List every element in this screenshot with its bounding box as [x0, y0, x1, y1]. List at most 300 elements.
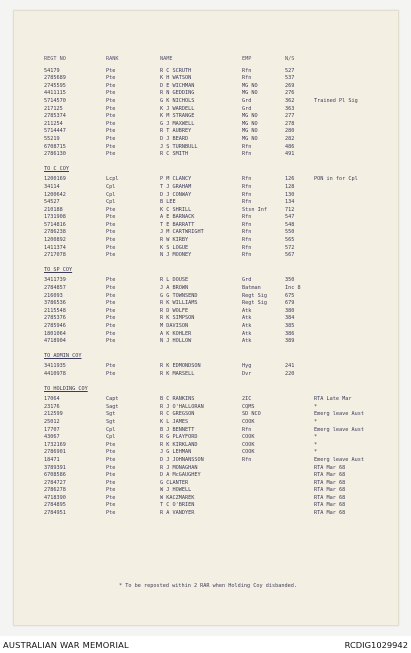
table-row — [28, 151, 390, 159]
cell-rank: Pte — [106, 214, 116, 221]
cell-rank: Pte — [106, 315, 116, 322]
cell-remarks: Emerg leave Aust — [314, 426, 364, 433]
table-row — [28, 75, 390, 83]
cell-ns: 385 — [285, 323, 295, 329]
cell-name: R W KIRBY — [160, 237, 189, 244]
cell-emp: MG NO — [242, 135, 258, 142]
cell-name: D E WICHMAN — [160, 82, 195, 89]
cell-regt-no: 1200892 — [44, 237, 66, 244]
cell-name: T C O'BRIEN — [160, 502, 195, 509]
cell-regt-no: 2717078 — [44, 252, 66, 259]
cell-name: R J O'HALLORAN — [160, 403, 204, 410]
cell-rank: Pte — [106, 456, 116, 463]
cell-name: N J MOONEY — [160, 252, 192, 259]
cell-name: W KACZMAREK — [160, 494, 195, 501]
cell-remarks: RTA Mar 68 — [314, 487, 346, 494]
cell-emp: 2IC — [242, 396, 252, 403]
cell-ns: 126 — [285, 176, 295, 183]
table-row — [28, 113, 390, 121]
cell-regt-no: 2785374 — [44, 113, 66, 120]
table-row — [28, 331, 390, 339]
table-row — [28, 245, 390, 253]
header-name: NAME — [160, 56, 173, 62]
sections-container — [28, 68, 390, 518]
cell-name: D A McGAUGHEY — [160, 472, 201, 479]
cell-regt-no: 18471 — [44, 456, 60, 463]
cell-emp: Rfn — [242, 252, 252, 259]
cell-name: P M CLANCY — [160, 176, 192, 183]
cell-regt-no: 216093 — [44, 292, 63, 299]
cell-emp: COOK — [242, 441, 255, 448]
cell-name: D J CONWAY — [160, 191, 192, 198]
table-row — [28, 480, 390, 488]
table-row — [28, 495, 390, 503]
table-row — [28, 90, 390, 98]
cell-rank: Sgt — [106, 411, 116, 418]
cell-name: G J MAXWELL — [160, 120, 195, 127]
cell-emp: Atk — [242, 338, 252, 345]
table-row — [28, 449, 390, 457]
cell-regt-no: 2785689 — [44, 75, 66, 82]
cell-rank: Sagt — [106, 403, 119, 410]
cell-remarks: * — [314, 449, 318, 456]
cell-regt-no: 6708586 — [44, 472, 66, 479]
cell-name: K S LOGUE — [160, 244, 189, 251]
cell-rank: Pte — [106, 472, 116, 479]
cell-ns: Inc 8 — [285, 285, 301, 292]
cell-regt-no: 55219 — [44, 135, 60, 142]
cell-regt-no: 210188 — [44, 206, 63, 213]
cell-emp: Rfn — [242, 183, 252, 190]
cell-emp: Batman — [242, 285, 261, 292]
table-row — [28, 222, 390, 230]
cell-regt-no: 1200169 — [44, 176, 66, 183]
cell-rank: Pte — [106, 97, 116, 104]
cell-rank: Pte — [106, 441, 116, 448]
cell-emp: MG NO — [242, 120, 258, 127]
cell-name: B LEE — [160, 199, 176, 206]
cell-regt-no: 43067 — [44, 434, 60, 441]
cell-name: T J GRAHAM — [160, 183, 192, 190]
cell-rank: Pte — [106, 151, 116, 158]
cell-regt-no: 3411935 — [44, 363, 66, 370]
cell-regt-no: 2784857 — [44, 285, 66, 292]
cell-regt-no: 54527 — [44, 199, 60, 206]
cell-emp: Regt Sig — [242, 292, 267, 299]
cell-ns: 380 — [285, 307, 295, 314]
cell-emp: CQMS — [242, 403, 255, 410]
cell-name: N J HOLLOW — [160, 338, 192, 345]
cell-rank: Pte — [106, 510, 116, 517]
cell-regt-no: 212599 — [44, 411, 63, 418]
roll-section — [28, 68, 390, 159]
cell-rank: Pte — [106, 143, 116, 150]
cell-emp: Atk — [242, 330, 252, 337]
cell-rank: Pte — [106, 206, 116, 213]
cell-regt-no: 2785946 — [44, 323, 66, 329]
header-rank: RANK — [106, 56, 119, 62]
table-row — [28, 308, 390, 316]
cell-rank: Pte — [106, 252, 116, 259]
cell-name: R C SMITH — [160, 151, 189, 158]
cell-rank: Pte — [106, 75, 116, 82]
cell-regt-no: 3411739 — [44, 277, 66, 284]
cell-rank: Lcpl — [106, 176, 119, 183]
cell-rank: Pte — [106, 323, 116, 329]
cell-rank: Pte — [106, 292, 116, 299]
section-title: TO SP COY — [44, 266, 73, 273]
cell-rank: Pte — [106, 135, 116, 142]
cell-rank: Pte — [106, 307, 116, 314]
cell-regt-no: 5714816 — [44, 221, 66, 228]
section-title: TO ADMIN COY — [44, 352, 82, 359]
table-row — [28, 136, 390, 144]
table-row — [28, 176, 390, 184]
cell-regt-no: 1411374 — [44, 244, 66, 251]
cell-regt-no: 2784895 — [44, 502, 66, 509]
table-row — [28, 472, 390, 480]
table-row — [28, 300, 390, 308]
table-row — [28, 323, 390, 331]
table-row — [28, 106, 390, 114]
cell-regt-no: 2786278 — [44, 487, 66, 494]
cell-remarks: Emerg leave Aust — [314, 456, 364, 463]
cell-regt-no: 2785376 — [44, 315, 66, 322]
cell-name: A K KOHLER — [160, 330, 192, 337]
cell-name: R T AUBREY — [160, 128, 192, 135]
cell-name: K C SHRILL — [160, 206, 192, 213]
table-row — [28, 442, 390, 450]
cell-remarks: RTA Mar 68 — [314, 494, 346, 501]
cell-emp: Regt Sig — [242, 300, 267, 307]
cell-name: R D WOLFE — [160, 307, 189, 314]
table-row — [28, 237, 390, 245]
cell-rank: Pte — [106, 237, 116, 244]
cell-emp: Rfn — [242, 176, 252, 183]
cell-ns: 278 — [285, 120, 295, 127]
cell-name: T E BARRATT — [160, 221, 195, 228]
cell-name: G K NICHOLS — [160, 97, 195, 104]
cell-remarks: RTA Mar 68 — [314, 502, 346, 509]
cell-regt-no: 4410978 — [44, 370, 66, 377]
cell-name: G G TOWNSEND — [160, 292, 198, 299]
header-ns: N/S — [285, 56, 295, 62]
cell-ns: 548 — [285, 221, 295, 228]
cell-emp: Rfn — [242, 214, 252, 221]
cell-name: J G LEHMAN — [160, 449, 192, 456]
cell-regt-no: 4718904 — [44, 338, 66, 345]
table-row — [28, 363, 390, 371]
cell-emp: Rfn — [242, 237, 252, 244]
cell-ns: 565 — [285, 237, 295, 244]
column-header-row — [28, 56, 390, 64]
table-row — [28, 68, 390, 76]
cell-rank: Pte — [106, 105, 116, 112]
table-row — [28, 192, 390, 200]
cell-rank: Pte — [106, 494, 116, 501]
cell-rank: Pte — [106, 363, 116, 370]
table-row — [28, 396, 390, 404]
cell-ns: 389 — [285, 338, 295, 345]
table-row — [28, 214, 390, 222]
cell-rank: Pte — [106, 244, 116, 251]
cell-name: D J JOHNANSSON — [160, 456, 204, 463]
cell-ns: 128 — [285, 183, 295, 190]
footnote: * To be reposted within 2 RAR when Holding Coy disbanded. — [118, 583, 298, 589]
cell-remarks: RTA Late Mar — [314, 396, 352, 403]
cell-emp: Rfn — [242, 426, 252, 433]
cell-emp: Rfn — [242, 75, 252, 82]
cell-emp: Rfn — [242, 244, 252, 251]
cell-name: J A BROWN — [160, 285, 189, 292]
cell-rank: Pte — [106, 330, 116, 337]
cell-emp: MG NO — [242, 90, 258, 97]
cell-rank: Pte — [106, 502, 116, 509]
header-regt-no: REGT NO — [44, 56, 66, 62]
cell-rank: Pte — [106, 487, 116, 494]
footer-institution: AUSTRALIAN WAR MEMORIAL — [3, 640, 129, 650]
cell-remarks: * — [314, 434, 318, 441]
cell-remarks: RTA Mar 68 — [314, 510, 346, 517]
table-row — [28, 184, 390, 192]
cell-name: R G PLAYFORD — [160, 434, 198, 441]
cell-emp: Rfn — [242, 151, 252, 158]
footer-record-id: RCDIG1029942 — [344, 640, 408, 650]
cell-emp: Rfn — [242, 143, 252, 150]
archive-footer — [0, 636, 411, 653]
cell-ns: 527 — [285, 67, 295, 74]
cell-name: R K WILLIAMS — [160, 300, 198, 307]
cell-rank: Cpl — [106, 183, 116, 190]
cell-regt-no: 2786238 — [44, 229, 66, 236]
cell-regt-no: 2784727 — [44, 479, 66, 486]
table-row — [28, 252, 390, 260]
cell-regt-no: 4411115 — [44, 90, 66, 97]
cell-name: K L JAMES — [160, 418, 189, 425]
cell-rank: Cpl — [106, 199, 116, 206]
cell-ns: 675 — [285, 292, 295, 299]
cell-regt-no: 211254 — [44, 120, 63, 127]
table-row — [28, 277, 390, 285]
cell-name: K J WARDELL — [160, 105, 195, 112]
cell-name: R K KIRKLAND — [160, 441, 198, 448]
cell-ns: 491 — [285, 151, 295, 158]
cell-emp: COOK — [242, 418, 255, 425]
table-row — [28, 121, 390, 129]
cell-name: W J HOWELL — [160, 487, 192, 494]
cell-emp: Rfn — [242, 229, 252, 236]
cell-name: B J BENNETT — [160, 426, 195, 433]
table-row — [28, 338, 390, 346]
nominal-roll — [28, 56, 390, 518]
cell-remarks: RTA Mar 68 — [314, 472, 346, 479]
table-row — [28, 315, 390, 323]
cell-rank: Pte — [106, 338, 116, 345]
cell-emp: Grd — [242, 97, 252, 104]
cell-emp: Atk — [242, 315, 252, 322]
cell-regt-no: 2786130 — [44, 151, 66, 158]
cell-emp: Grd — [242, 277, 252, 284]
cell-rank: Pte — [106, 277, 116, 284]
cell-regt-no: 3786536 — [44, 300, 66, 307]
cell-emp: Rfn — [242, 221, 252, 228]
table-row — [28, 457, 390, 465]
roll-section — [28, 353, 390, 379]
cell-emp: Atk — [242, 307, 252, 314]
cell-ns: 537 — [285, 75, 295, 82]
cell-name: R K SIMPSON — [160, 315, 195, 322]
cell-remarks: * — [314, 418, 318, 425]
cell-regt-no: 2784951 — [44, 510, 66, 517]
table-row — [28, 427, 390, 435]
cell-emp: Grd — [242, 105, 252, 112]
cell-regt-no: 34114 — [44, 183, 60, 190]
roll-section — [28, 267, 390, 346]
cell-rank: Pte — [106, 229, 116, 236]
table-row — [28, 98, 390, 106]
cell-regt-no: 6708715 — [44, 143, 66, 150]
cell-ns: 282 — [285, 135, 295, 142]
table-row — [28, 434, 390, 442]
table-row — [28, 199, 390, 207]
cell-regt-no: 17064 — [44, 396, 60, 403]
cell-ns: 679 — [285, 300, 295, 307]
cell-remarks: * — [314, 441, 318, 448]
cell-regt-no: 4718390 — [44, 494, 66, 501]
table-row — [28, 371, 390, 379]
cell-rank: Pte — [106, 113, 116, 120]
cell-emp: COOK — [242, 434, 255, 441]
cell-ns: 276 — [285, 90, 295, 97]
cell-ns: 277 — [285, 113, 295, 120]
cell-ns: 130 — [285, 191, 295, 198]
cell-remarks: PON in for Cpl — [314, 176, 358, 183]
cell-rank: Pte — [106, 285, 116, 292]
table-row — [28, 83, 390, 91]
cell-rank: Sgt — [106, 418, 116, 425]
table-row — [28, 411, 390, 419]
cell-name: R L DOUSE — [160, 277, 189, 284]
cell-regt-no: 23176 — [44, 403, 60, 410]
cell-name: R C GREGSON — [160, 411, 195, 418]
cell-ns: 220 — [285, 370, 295, 377]
cell-regt-no: 2745595 — [44, 82, 66, 89]
cell-ns: 350 — [285, 277, 295, 284]
cell-name: A E BARNACK — [160, 214, 195, 221]
cell-regt-no: 1731908 — [44, 214, 66, 221]
cell-regt-no: 5714570 — [44, 97, 66, 104]
cell-rank: Cpl — [106, 426, 116, 433]
cell-ns: 384 — [285, 315, 295, 322]
cell-regt-no: 217125 — [44, 105, 63, 112]
section-title: TO C COY — [44, 165, 69, 172]
cell-remarks: Emerg leave Aust — [314, 411, 364, 418]
cell-ns: 567 — [285, 252, 295, 259]
header-emp: EMP — [242, 56, 252, 62]
cell-remarks: RTA Mar 68 — [314, 479, 346, 486]
table-row — [28, 144, 390, 152]
cell-regt-no: 17707 — [44, 426, 60, 433]
cell-name: R K MARSELL — [160, 370, 195, 377]
cell-ns: 241 — [285, 363, 295, 370]
cell-name: R J MONAGHAN — [160, 464, 198, 471]
roll-section — [28, 166, 390, 260]
cell-ns: 362 — [285, 97, 295, 104]
cell-emp: MG NO — [242, 128, 258, 135]
table-row — [28, 487, 390, 495]
cell-rank: Pte — [106, 120, 116, 127]
cell-emp: MG NO — [242, 82, 258, 89]
cell-rank: Pte — [106, 82, 116, 89]
cell-name: D J BEARD — [160, 135, 189, 142]
cell-emp: Dvr — [242, 370, 252, 377]
table-row — [28, 465, 390, 473]
cell-ns: 386 — [285, 330, 295, 337]
cell-emp: COOK — [242, 449, 255, 456]
cell-name: J M CARTWRIGHT — [160, 229, 204, 236]
cell-name: J S TURNBULL — [160, 143, 198, 150]
section-title: TO HOLDING COY — [44, 385, 88, 392]
cell-ns: 572 — [285, 244, 295, 251]
cell-rank: Cpl — [106, 434, 116, 441]
cell-ns: 134 — [285, 199, 295, 206]
cell-name: R A VANDYER — [160, 510, 195, 517]
document-page — [13, 10, 399, 626]
table-row — [28, 128, 390, 136]
cell-emp: Rfn — [242, 199, 252, 206]
cell-regt-no: 2115548 — [44, 307, 66, 314]
roll-section — [28, 386, 390, 518]
cell-rank: Pte — [106, 464, 116, 471]
cell-regt-no: 1732169 — [44, 441, 66, 448]
cell-ns: 486 — [285, 143, 295, 150]
table-row — [28, 510, 390, 518]
table-row — [28, 419, 390, 427]
cell-rank: Pte — [106, 449, 116, 456]
cell-remarks: Trained Pl Sig — [314, 97, 358, 104]
cell-regt-no: 1200642 — [44, 191, 66, 198]
cell-rank: Pte — [106, 479, 116, 486]
cell-regt-no: 25012 — [44, 418, 60, 425]
table-row — [28, 207, 390, 215]
cell-name: R C SCRUTH — [160, 67, 192, 74]
cell-remarks: * — [314, 403, 318, 410]
cell-ns: 550 — [285, 229, 295, 236]
cell-emp: MG NO — [242, 113, 258, 120]
cell-name: G CLANTER — [160, 479, 189, 486]
cell-ns: 269 — [285, 82, 295, 89]
cell-regt-no: 1801064 — [44, 330, 66, 337]
cell-name: M DAVISON — [160, 323, 189, 329]
cell-emp: Rfn — [242, 67, 252, 74]
table-row — [28, 293, 390, 301]
cell-ns: 363 — [285, 105, 295, 112]
cell-emp: Rfn — [242, 456, 252, 463]
cell-emp: Hyg — [242, 363, 252, 370]
cell-name: R K EDMONDSON — [160, 363, 201, 370]
cell-ns: 280 — [285, 128, 295, 135]
cell-rank: Pte — [106, 90, 116, 97]
table-row — [28, 285, 390, 293]
cell-remarks: RTA Mar 68 — [314, 464, 346, 471]
cell-regt-no: 5714447 — [44, 128, 66, 135]
cell-rank: Pte — [106, 300, 116, 307]
cell-rank: Pte — [106, 370, 116, 377]
cell-emp: Stsn Inf — [242, 206, 267, 213]
cell-rank: Pte — [106, 221, 116, 228]
cell-rank: Cpl — [106, 191, 116, 198]
cell-regt-no: 3789391 — [44, 464, 66, 471]
